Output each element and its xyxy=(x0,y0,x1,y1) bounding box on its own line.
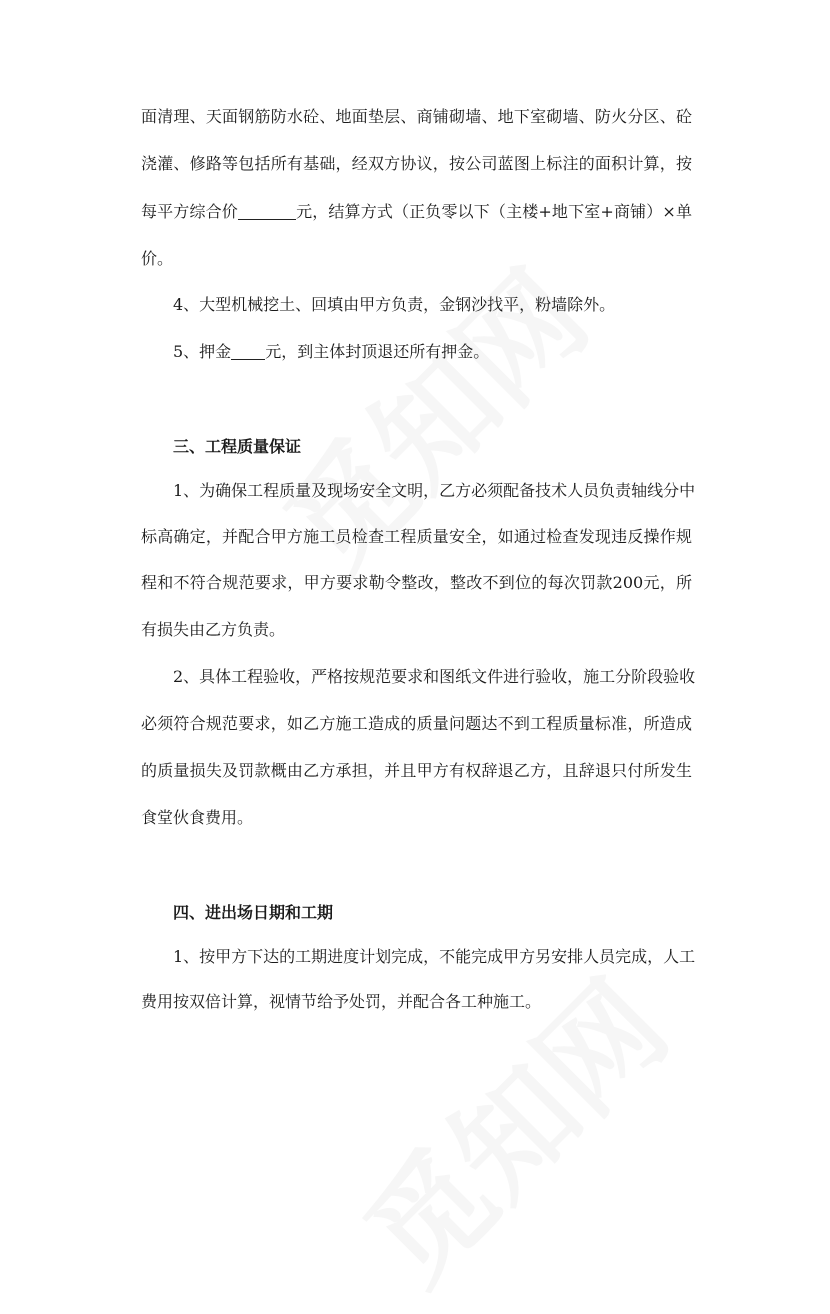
text-line: 有损失由乙方负责。 xyxy=(141,620,286,639)
text-line: 4、大型机械挖土、回填由甲方负责，金钢沙找平，粉墙除外。 xyxy=(173,295,616,314)
section-heading: 四、进出场日期和工期 xyxy=(173,903,334,922)
text-line: 程和不符合规范要求，甲方要求勒令整改，整改不到位的每次罚款200元，所 xyxy=(141,573,692,592)
text-line: 食堂伙食费用。 xyxy=(141,808,254,827)
text-line: 的质量损失及罚款概由乙方承担，并且甲方有权辞退乙方，且辞退只付所发生 xyxy=(141,761,692,780)
text-line: 价。 xyxy=(141,249,174,268)
text-fragment: 每平方综合价 xyxy=(141,202,238,221)
deposit-blank xyxy=(231,343,265,360)
text-fragment: 元，结算方式（正负零以下（主楼+地下室+商铺）×单 xyxy=(295,202,692,221)
text-line: 1、按甲方下达的工期进度计划完成，不能完成甲方另安排人员完成，人工 xyxy=(173,947,696,966)
text-line: 费用按双倍计算，视情节给予处罚，并配合各工种施工。 xyxy=(141,992,542,1011)
section-heading: 三、工程质量保证 xyxy=(173,437,302,456)
text-line: 浇灌、修路等包括所有基础，经双方协议，按公司蓝图上标注的面积计算，按 xyxy=(141,154,692,173)
text-line: 1、为确保工程质量及现场安全文明，乙方必须配备技术人员负责轴线分中 xyxy=(173,481,696,500)
price-blank xyxy=(238,203,296,220)
text-line: 2、具体工程验收，严格按规范要求和图纸文件进行验收，施工分阶段验收 xyxy=(173,667,696,686)
text-line: 标高确定，并配合甲方施工员检查工程质量安全，如通过检查发现违反操作规 xyxy=(141,527,692,546)
text-fragment: 5、押金 xyxy=(173,342,232,361)
text-line: 必须符合规范要求，如乙方施工造成的质量问题达不到工程质量标准，所造成 xyxy=(141,714,692,733)
text-line: 面清理、天面钢筋防水砼、地面垫层、商铺砌墙、地下室砌墙、防火分区、砼 xyxy=(141,107,692,126)
text-line xyxy=(173,341,692,363)
text-line xyxy=(141,201,692,223)
text-fragment: 元，到主体封顶退还所有押金。 xyxy=(265,342,490,361)
